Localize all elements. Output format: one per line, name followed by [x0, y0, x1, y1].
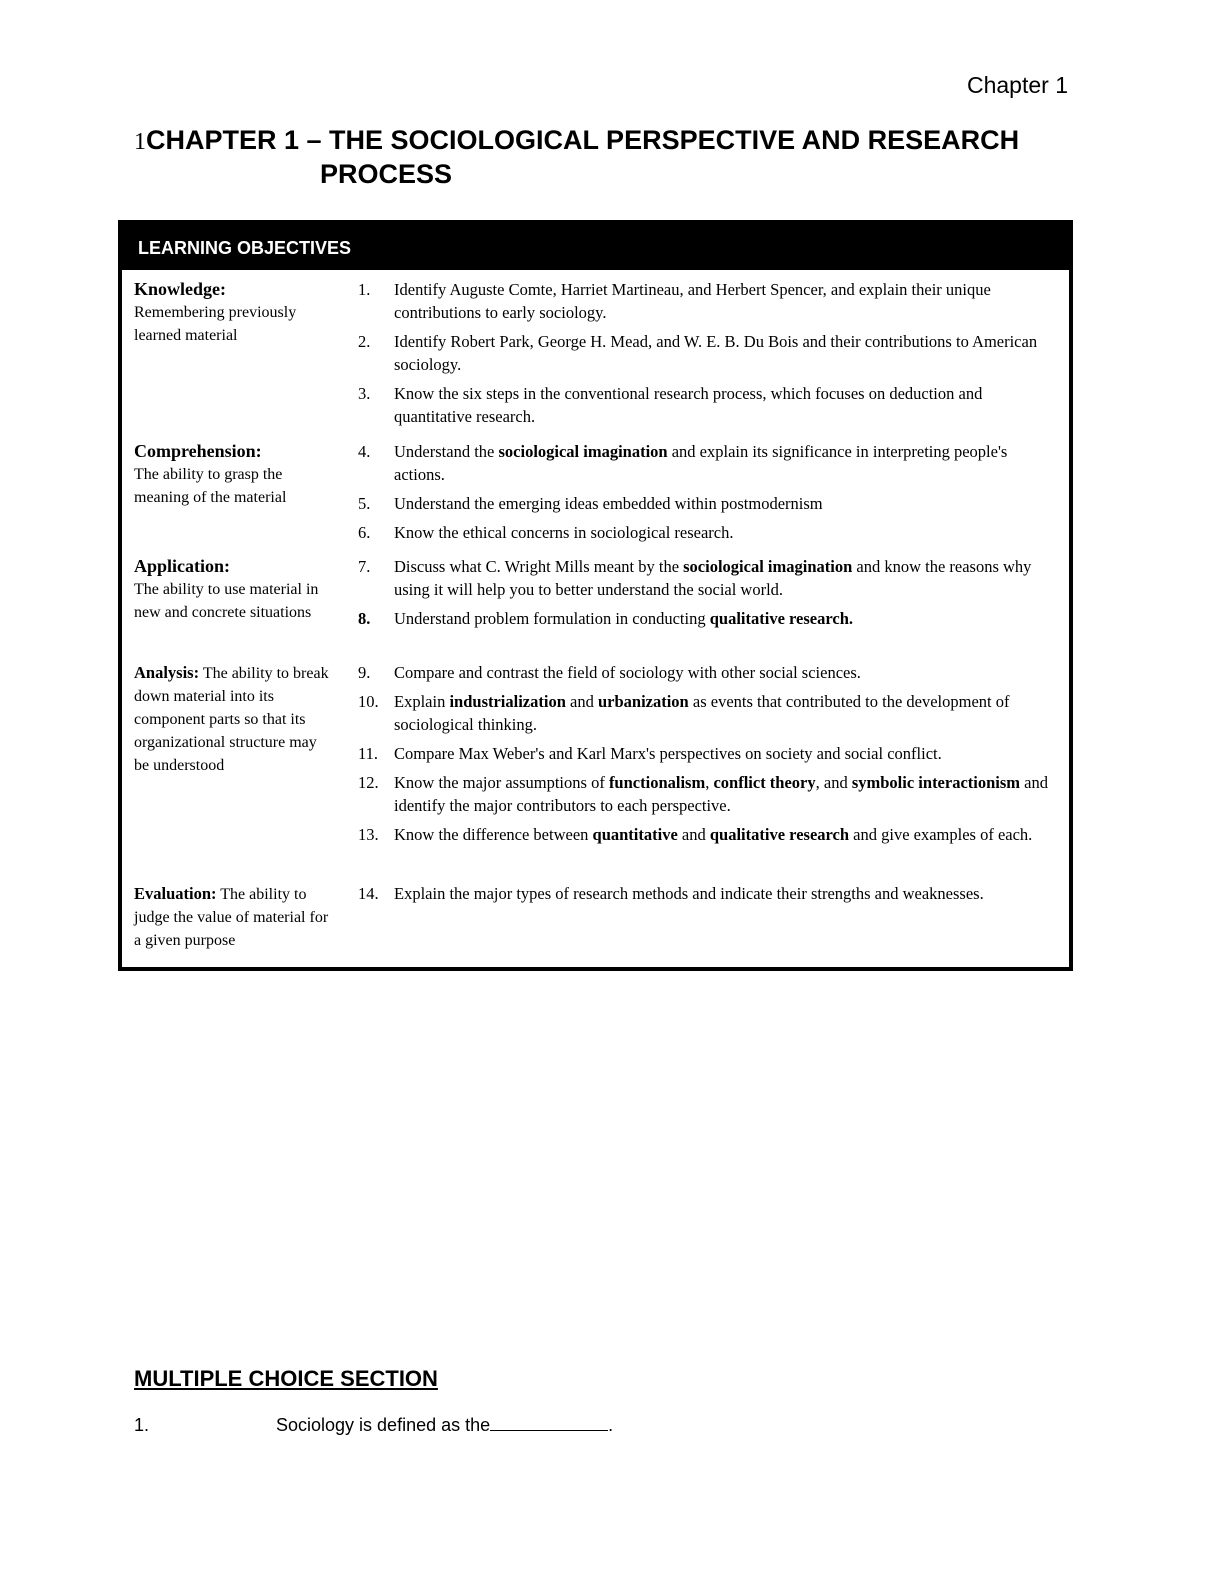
objective-items-evaluation — [358, 882, 1058, 911]
objective-item — [358, 278, 1058, 324]
objective-item — [358, 521, 1058, 544]
objective-item — [358, 882, 1058, 905]
objective-item — [358, 555, 1058, 601]
objective-item — [358, 771, 1058, 817]
category-name: Knowledge: — [134, 279, 226, 299]
multiple-choice-heading: MULTIPLE CHOICE SECTION — [134, 1366, 438, 1391]
chapter-title — [134, 124, 1094, 190]
answer-blank[interactable] — [490, 1414, 608, 1431]
item-number: 6. — [358, 523, 371, 542]
objective-items-knowledge — [358, 278, 1058, 434]
item-number: 7. — [358, 557, 371, 576]
question-text: Sociology is defined as the — [276, 1415, 491, 1435]
objective-item — [358, 492, 1058, 515]
category-evaluation — [134, 882, 334, 952]
category-desc: The ability to judge the value of material for a given purpose — [134, 886, 329, 949]
objective-item — [358, 690, 1058, 736]
item-text: Explain the major types of research methods and indicate their strengths and weaknesses. — [394, 884, 984, 903]
item-number: 13. — [358, 825, 379, 844]
item-number: 12. — [358, 773, 379, 792]
item-text: Know the six steps in the conventional research process, which focuses on deduction and quantitative research. — [394, 384, 983, 426]
learning-objectives-header: LEARNING OBJECTIVES — [122, 220, 1069, 270]
item-text: Understand the sociological imagination and explain its significance in interpreting people's actions. — [394, 442, 1008, 484]
title-line-2: PROCESS — [320, 159, 453, 189]
category-desc: The ability to use material in new and concrete situations — [134, 581, 319, 621]
category-name: Evaluation: — [134, 884, 217, 903]
item-number: 11. — [358, 744, 379, 763]
running-head: Chapter 1 — [966, 72, 1068, 98]
objective-item — [358, 440, 1058, 486]
objective-item — [358, 382, 1058, 428]
category-name: Application: — [134, 556, 231, 576]
item-number: 10. — [358, 692, 379, 711]
item-number: 4. — [358, 442, 371, 461]
question-1 — [134, 1414, 734, 1436]
category-desc: The ability to grasp the meaning of the material — [134, 466, 287, 506]
objective-item — [358, 607, 1058, 630]
category-name: Comprehension: — [134, 441, 262, 461]
objective-items-comprehension — [358, 440, 1058, 550]
objective-items-application — [358, 555, 1058, 636]
item-number: 2. — [358, 332, 371, 351]
item-number: 3. — [358, 384, 371, 403]
item-number: 1. — [358, 280, 371, 299]
objective-item — [358, 823, 1058, 846]
item-number: 8. — [358, 609, 371, 628]
category-name: Analysis: — [134, 663, 200, 682]
item-text: Know the major assumptions of functionalism, conflict theory, and symbolic interactionism and identify the major contributors to each perspective. — [394, 773, 1048, 815]
item-text: Identify Robert Park, George H. Mead, and W. E. B. Du Bois and their contributions to American sociology. — [394, 332, 1038, 374]
item-text: Know the ethical concerns in sociological research. — [394, 523, 734, 542]
category-knowledge — [134, 278, 334, 347]
category-analysis — [134, 661, 334, 777]
item-text: Understand problem formulation in conducting qualitative research. — [394, 609, 854, 628]
objective-items-analysis — [358, 661, 1058, 852]
item-text: Know the difference between quantitative and qualitative research and give examples of each. — [394, 825, 1033, 844]
category-comprehension — [134, 440, 334, 509]
item-text: Discuss what C. Wright Mills meant by the sociological imagination and know the reasons why using it will help you to better understand the social world. — [394, 557, 1032, 599]
objective-item — [358, 661, 1058, 684]
item-text: Explain industrialization and urbanization as events that contributed to the development of sociological thinking. — [394, 692, 1010, 734]
title-lead: 1 — [134, 129, 146, 155]
item-number: 14. — [358, 884, 379, 903]
item-number: 5. — [358, 494, 371, 513]
question-end: . — [608, 1415, 614, 1435]
objective-item — [358, 742, 1058, 765]
category-application — [134, 555, 334, 624]
question-number: 1. — [134, 1415, 150, 1435]
objective-item — [358, 330, 1058, 376]
category-desc: Remembering previously learned material — [134, 304, 297, 344]
item-text: Identify Auguste Comte, Harriet Martineau, and Herbert Spencer, and explain their unique contributions to early sociology. — [394, 280, 991, 322]
item-text: Compare Max Weber's and Karl Marx's perspectives on society and social conflict. — [394, 744, 942, 763]
item-text: Compare and contrast the field of sociology with other social sciences. — [394, 663, 861, 682]
category-desc: The ability to break down material into its component parts so that its organizational structure may be understood — [134, 665, 329, 774]
item-number: 9. — [358, 663, 371, 682]
title-line-1: CHAPTER 1 – THE SOCIOLOGICAL PERSPECTIVE AND RESEARCH — [146, 125, 1020, 155]
learning-objectives-box — [118, 220, 1073, 971]
item-text: Understand the emerging ideas embedded within postmodernism — [394, 494, 823, 513]
